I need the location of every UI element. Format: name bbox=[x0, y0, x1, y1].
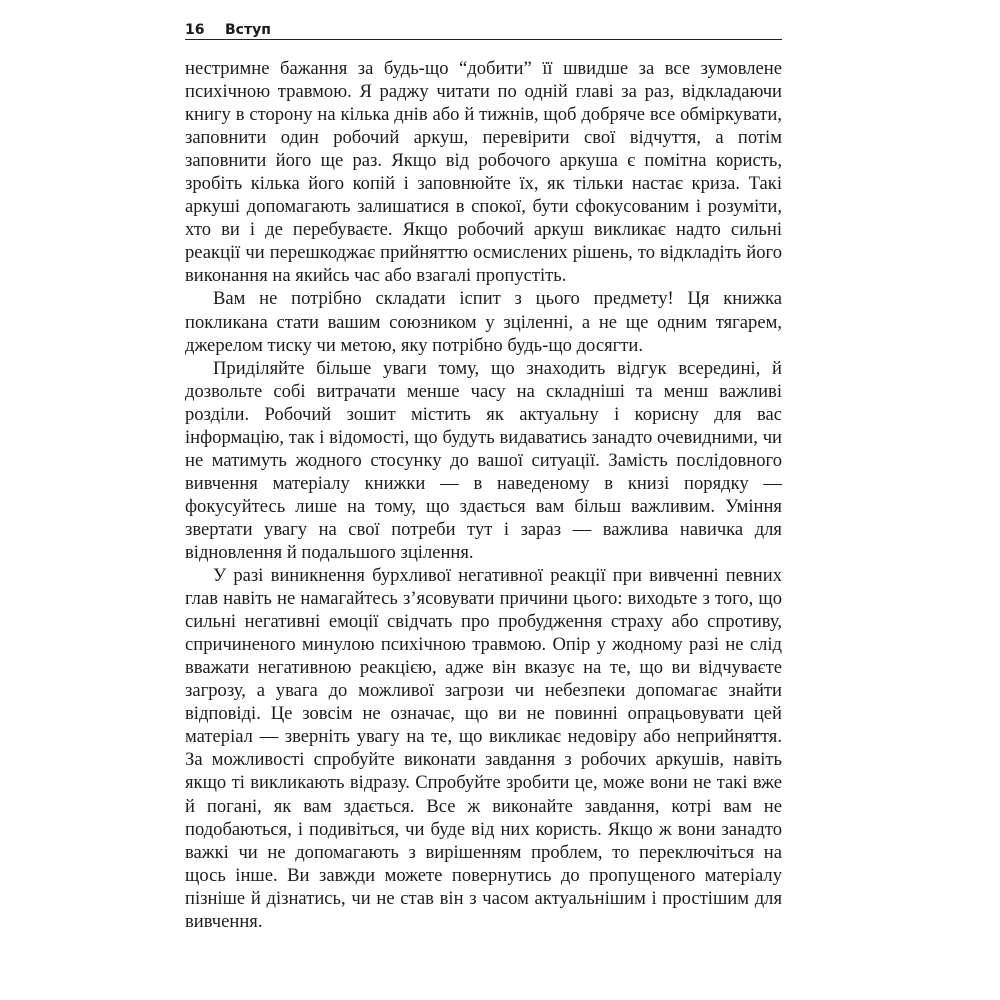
body-text bbox=[185, 57, 782, 933]
header-rule bbox=[185, 39, 782, 40]
paragraph-continued: нестримне бажання за будь-що “добити” її швидше за все зумовлене психічною травмою. Я раджу читати по одній главі за раз, відкладаючи книгу в сторону на кілька днів або й тижнів, щоб добряче все обміркувати, заповнити один робочий аркуш, перевірити свої відчуття, а потім заповнити його ще раз. Якщо від робочого аркуша є помітна користь, зробіть кілька його копій і заповнюйте їх, як тільки настає криза. Такі аркуші допомагають залишатися в спокої, бути сфокусованим і розуміти, хто ви і де перебуваєте. Якщо робочий аркуш викликає надто сильні реакції чи перешкоджає прийняттю осмислених рішень, то відкладіть його виконання на якийсь час або взагалі пропустіть. bbox=[185, 58, 782, 287]
running-head bbox=[185, 16, 782, 38]
page-number: 16 bbox=[185, 22, 205, 38]
paragraph: Вам не потрібно складати іспит з цього предмету! Ця книжка покликана стати вашим союзником у зціленні, а не ще одним тягарем, джерелом тиску чи метою, яку потрібно будь-що досягти. bbox=[185, 288, 782, 356]
paragraph: У разі виникнення бурхливої негативної реакції при вивченні певних глав навіть не намагайтесь з’ясовувати причини цього: виходьте з того, що сильні негативні емоції свідчать про пробудження страху або спротиву, спричиненого минулою психічною травмою. Опір у жодному разі не слід вважати негативною реакцією, адже він вказує на те, що ви відчуваєте загрозу, а увага до можливої загрози чи небезпеки допомагає знайти відповіді. Це зовсім не означає, що ви не повинні опрацьовувати цей матеріал — зверніть увагу на те, що викликає недовіру або неприйняття. За можливості спробуйте виконати завдання з робочих аркушів, навіть якщо ті викликають відразу. Спробуйте зробити це, може вони не такі вже й погані, як вам здається. Все ж виконайте завдання, котрі вам не подобаються, і подивіться, чи буде від них користь. Якщо ж вони занадто важкі чи не допомагають з вирішенням проблем, то переключіться на щось інше. Ви завжди можете повернутись до пропущеного матеріалу пізніше й дізнатись, чи не став він з часом актуальнішим і простішим для вивчення. bbox=[185, 565, 782, 932]
paragraph: Приділяйте більше уваги тому, що знаходить відгук всередині, й дозвольте собі витрачати менше часу на складніші та менш важливі розділи. Робочий зошит містить як актуальну і корисну для вас інформацію, так і відомості, що будуть видаватись занадто очевидними, чи не матимуть жодного стосунку до вашої ситуації. Замість послідовного вивчення матеріалу книжки — в наведеному в книзі порядку — фокусуйтесь лише на тому, що здається вам більш важливим. Уміння звертати увагу на свої потреби тут і зараз — важлива навичка для відновлення й подальшого зцілення. bbox=[185, 357, 782, 563]
section-title: Вступ bbox=[225, 22, 271, 38]
